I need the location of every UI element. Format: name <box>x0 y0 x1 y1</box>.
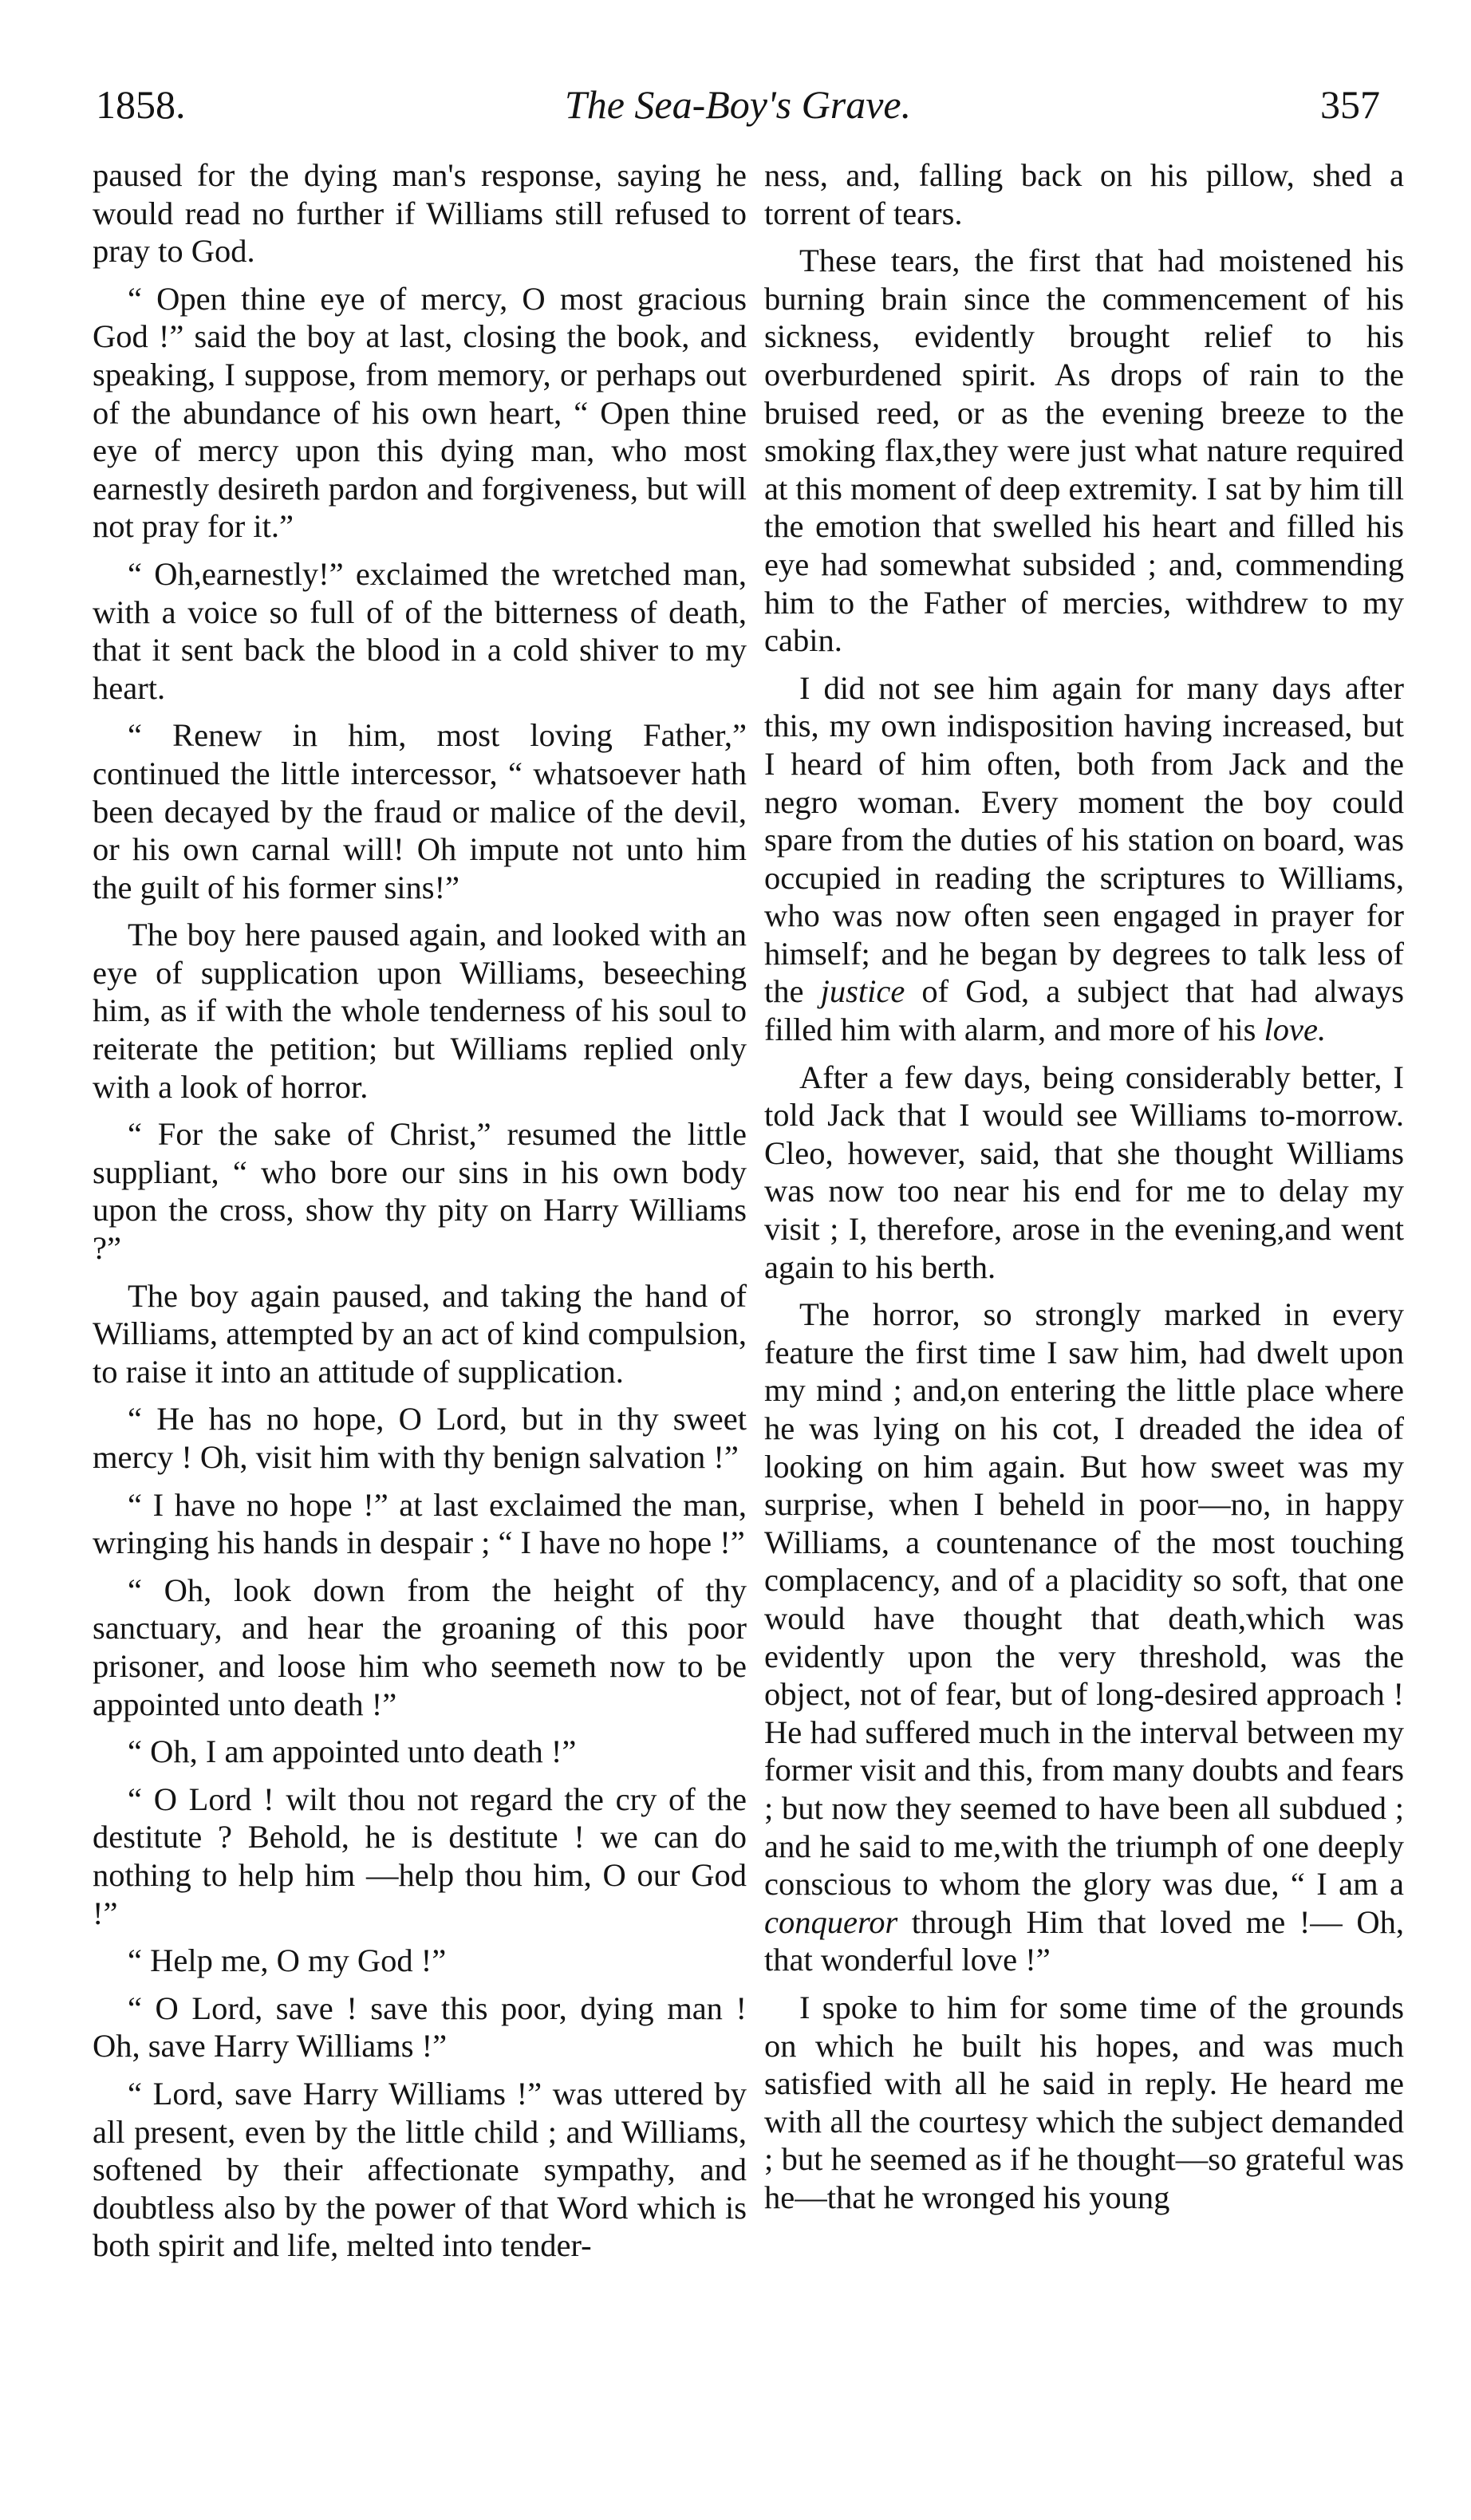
paragraph: “ I have no hope !” at last exclaimed the man, wringing his hands in despair ; “ I have no hope !” <box>93 1486 747 1561</box>
header-title: The Sea-Boy's Grave. <box>564 82 912 127</box>
paragraph: “ O Lord ! wilt thou not regard the cry of the destitute ? Behold, he is destitute ! we can do nothing to help him —help thou him, O our God !” <box>93 1781 747 1931</box>
paragraph: “ Oh, look down from the height of thy sanctuary, and hear the groaning of this poor prisoner, and loose him who seemeth now to be appointed unto death !” <box>93 1572 747 1722</box>
paragraph: These tears, the first that had moistened his burning brain since the commencement of his sickness, evidently brought relief to his overburdened spirit. As drops of rain to the bruised reed, or as the evening breeze to the smoking flax,they were just what nature required at this moment of deep extremity. I sat by him till the emotion that swelled his heart and filled his eye had somewhat subsided ; and, commending him to the Father of mercies, withdrew to my cabin. <box>764 243 1404 659</box>
paragraph: The boy again paused, and taking the hand of Williams, attempted by an act of kind compulsion, to raise it into an attitude of supplication. <box>93 1277 747 1390</box>
header-year: 1858. <box>96 82 186 127</box>
paragraph: paused for the dying man's response, saying he would read no further if Williams still refused to pray to God. <box>93 157 747 270</box>
paragraph: I spoke to him for some time of the grounds on which he built his hopes, and was much satisfied with all he said in reply. He heard me with all the courtesy which the subject demanded ; but he seemed as if he thought—so grateful was he—that he wronged his young <box>764 1989 1404 2215</box>
right-column <box>764 156 1404 2470</box>
text-run: through Him that loved me !— Oh, that wonderful love !” <box>764 1903 1404 1978</box>
paragraph: “ Open thine eye of mercy, O most gracious God !” said the boy at last, closing the book, and speaking, I suppose, from memory, or perhaps out of the abundance of his own heart, “ Open thine eye of mercy upon this dying man, who most earnestly desireth pardon and forgiveness, but will not pray for it.” <box>93 280 747 545</box>
paragraph: After a few days, being considerably better, I told Jack that I would see Williams to-morrow. Cleo, however, said, that she thought Williams was now too near his end for me to delay my visit ; I, therefore, arose in the evening,and went again to his berth. <box>764 1059 1404 1285</box>
left-column <box>93 156 747 2470</box>
italic-word: love. <box>1264 1012 1327 1048</box>
paragraph-continuation: ness, and, falling back on his pillow, shed a torrent of tears. <box>764 157 1404 231</box>
paragraph: “ Oh, I am appointed unto death !” <box>128 1733 577 1770</box>
paragraph: “ Help me, O my God !” <box>128 1942 447 1979</box>
paragraph: “ Renew in him, most loving Father,” continued the little intercessor, “ whatsoever hath been decayed by the fraud or malice of the devil, or his own carnal will! Oh impute not unto him the guilt of his former sins!” <box>93 717 747 905</box>
paragraph: “ Lord, save Harry Williams !” was uttered by all present, even by the little child ; and Williams, softened by their affectionate sympathy, and doubtless also by the power of that Word which is both spirit and life, melted into tender- <box>93 2075 747 2264</box>
text-run: The horror, so strongly marked in every feature the first time I saw him, had dwelt upon my mind ; and,on entering the little place where he was lying on his cot, I dreaded the idea of looking on him again. But how sweet was my surprise, when I beheld in poor—no, in happy Williams, a countenance of the most touching complacency, and of a placidity so soft, that one would have thought that death,which was evidently upon the very threshold, was the object, not of fear, but of long-desired approach ! He had suffered much in the interval between my former visit and this, from many doubts and fears ; but now they seemed to have been all subdued ; and he said to me,with the triumph of one deeply conscious to whom the glory was due, “ I am a <box>764 1296 1404 1903</box>
paragraph: “ O Lord, save ! save this poor, dying man ! Oh, save Harry Williams !” <box>93 1990 747 2065</box>
paragraph <box>764 1295 1404 1979</box>
paragraph: The boy here paused again, and looked with an eye of supplication upon Williams, beseeching him, as if with the whole tenderness of his soul to reiterate the petition; but Williams replied only with a look of horror. <box>93 917 747 1105</box>
paragraph <box>764 669 1404 1049</box>
text-run: I did not see him again for many days after this, my own indisposition having increased, but I heard of him often, both from Jack and the negro woman. Every moment the boy could spare from the duties of his station on board, was occupied in reading the scriptures to Williams, who was now often seen engaged in prayer for himself; and he began by degrees to talk less of the <box>764 669 1404 1010</box>
running-head <box>96 77 1380 132</box>
text-run: of God, a subject that had always filled him with alarm, and more of his <box>764 973 1404 1048</box>
paragraph: “ Oh,earnestly!” exclaimed the wretched man, with a voice so full of of the bitterness of death, that it sent back the blood in a cold shiver to my heart. <box>93 555 747 706</box>
page-number: 357 <box>1320 82 1380 127</box>
paragraph: “ He has no hope, O Lord, but in thy sweet mercy ! Oh, visit him with thy benign salvation !” <box>93 1401 747 1475</box>
paragraph: “ For the sake of Christ,” resumed the little suppliant, “ who bore our sins in his own body upon the cross, show thy pity on Harry Williams ?” <box>93 1116 747 1267</box>
italic-word: justice <box>820 973 905 1010</box>
italic-word: conqueror <box>764 1903 898 1940</box>
